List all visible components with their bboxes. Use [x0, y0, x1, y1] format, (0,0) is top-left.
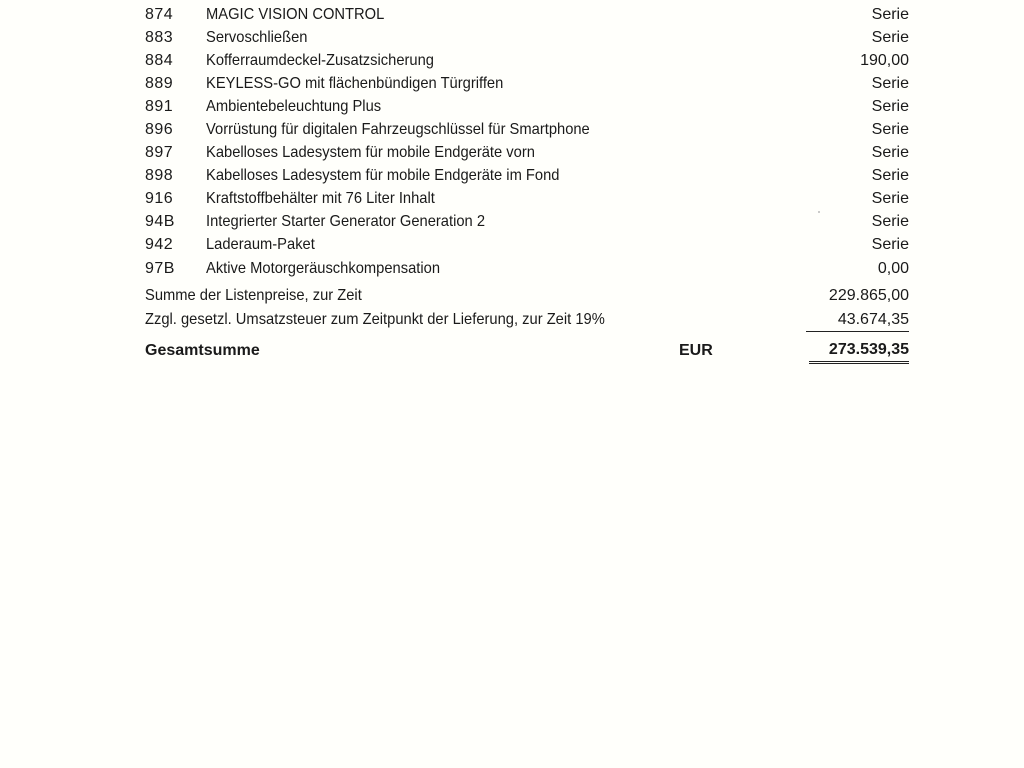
currency-label: EUR: [679, 342, 713, 359]
list-item: [145, 234, 909, 256]
option-description: Vorrüstung für digitalen Fahrzeugschlüssel für Smartphone: [206, 121, 590, 138]
option-price: 190,00: [860, 52, 909, 69]
option-description: Kofferraumdeckel-Zusatzsicherung: [206, 52, 435, 69]
option-code: 916: [145, 190, 174, 207]
option-price: Serie: [871, 236, 909, 253]
list-price-total-value: 229.865,00: [828, 287, 909, 304]
list-item: [145, 73, 909, 95]
option-description: MAGIC VISION CONTROL: [206, 6, 385, 23]
option-description: Aktive Motorgeräuschkompensation: [206, 260, 441, 277]
option-code: 889: [145, 75, 174, 92]
option-price: Serie: [871, 29, 909, 46]
list-item: [145, 258, 909, 280]
scan-speck: [818, 211, 820, 213]
list-price-total-row: [145, 285, 909, 307]
option-code: 897: [145, 144, 174, 161]
option-price: Serie: [871, 75, 909, 92]
list-item: [145, 142, 909, 164]
option-description: Kabelloses Ladesystem für mobile Endgeräte im Fond: [206, 167, 560, 184]
option-code: 891: [145, 98, 174, 115]
list-item: [145, 4, 909, 26]
grand-total-row: [145, 339, 909, 363]
list-item: [145, 96, 909, 118]
vat-row: [145, 309, 909, 331]
option-price: Serie: [871, 144, 909, 161]
option-description: KEYLESS-GO mit flächenbündigen Türgriffen: [206, 75, 504, 92]
option-price: 0,00: [877, 260, 909, 277]
list-item: [145, 50, 909, 72]
list-item: [145, 119, 909, 141]
option-description: Servoschließen: [206, 29, 308, 46]
option-price: Serie: [871, 6, 909, 23]
list-item: [145, 165, 909, 187]
option-code: 884: [145, 52, 174, 69]
grand-total-label: Gesamtsumme: [145, 342, 260, 359]
list-item: [145, 27, 909, 49]
option-price: Serie: [871, 98, 909, 115]
option-description: Kabelloses Ladesystem für mobile Endgeräte vorn: [206, 144, 535, 161]
grand-total-value: 273.539,35: [809, 339, 909, 364]
option-description: Integrierter Starter Generator Generation 2: [206, 213, 486, 230]
option-code: 883: [145, 29, 174, 46]
list-price-total-label: Summe der Listenpreise, zur Zeit: [145, 287, 362, 304]
option-price: Serie: [871, 213, 909, 230]
option-description: Laderaum-Paket: [206, 236, 315, 253]
option-description: Kraftstoffbehälter mit 76 Liter Inhalt: [206, 190, 435, 207]
option-code: 942: [145, 236, 174, 253]
option-code: 896: [145, 121, 174, 138]
option-price: Serie: [871, 167, 909, 184]
vat-value: 43.674,35: [806, 309, 909, 332]
option-code: 898: [145, 167, 174, 184]
option-code: 94B: [145, 213, 175, 230]
option-description: Ambientebeleuchtung Plus: [206, 98, 382, 115]
option-price: Serie: [871, 190, 909, 207]
option-code: 97B: [145, 260, 175, 277]
vat-label: Zzgl. gesetzl. Umsatzsteuer zum Zeitpunkt der Lieferung, zur Zeit 19%: [145, 311, 605, 328]
list-item: [145, 188, 909, 210]
option-code: 874: [145, 6, 174, 23]
list-item: [145, 211, 909, 233]
option-price: Serie: [871, 121, 909, 138]
